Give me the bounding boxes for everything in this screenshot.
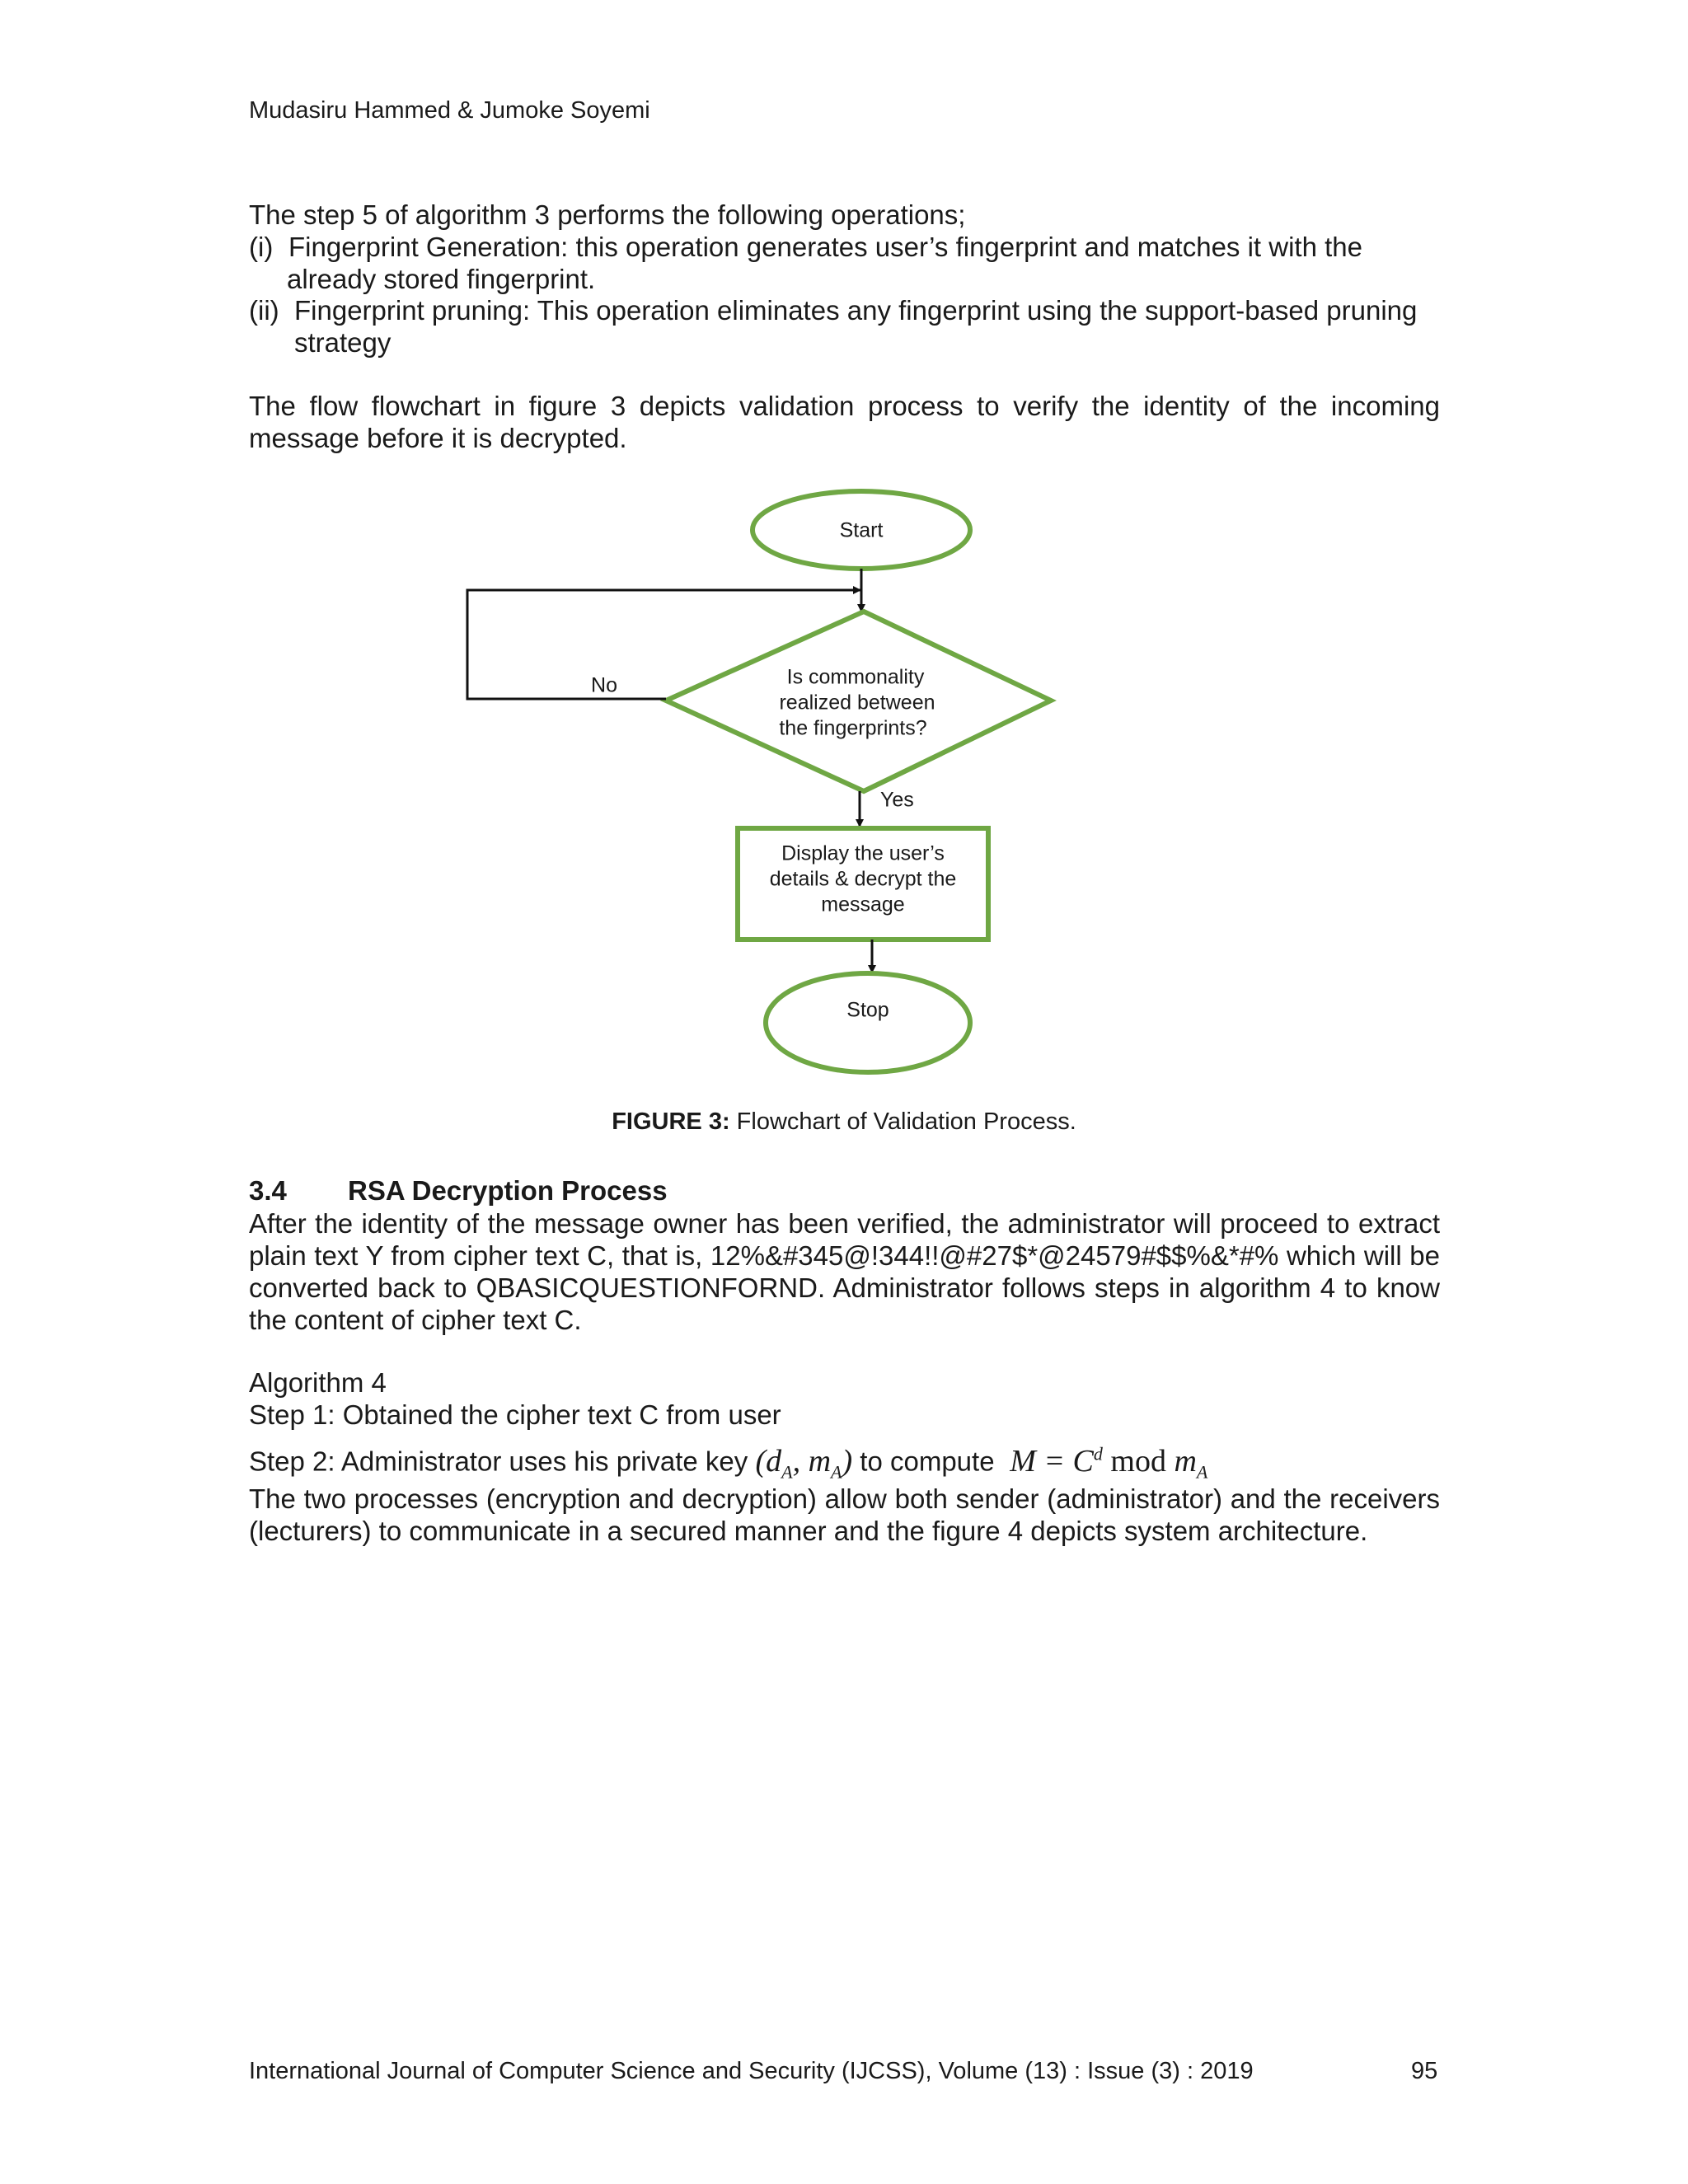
section-paragraph: After the identity of the message owner has been verified, the administrator will proceed to extract plain text Y from cipher text C, that is, 12%&#345@!344!!@#27$*@24579#$$%&*#% which will be converted back to QBASICQUESTIONFORND. Administrator follows steps in algorithm 4 to know the content of cipher text C.: [249, 1208, 1440, 1335]
list-item-text-continued: already stored fingerprint.: [287, 264, 596, 294]
start-label: Start: [839, 518, 884, 542]
algorithm-step-1: Step 1: Obtained the cipher text C from user: [249, 1399, 781, 1430]
figure-caption-label: FIGURE 3:: [612, 1108, 730, 1135]
section-number: 3.4: [249, 1175, 287, 1206]
stop-terminator: [766, 973, 970, 1072]
decision-line-2: realized between: [779, 691, 935, 715]
step-2-prefix: Step 2: Administrator uses his private key: [249, 1446, 748, 1477]
process-line-1: Display the user’s: [781, 841, 945, 865]
process-line-2: details & decrypt the: [769, 867, 957, 891]
private-key-formula: ($d_A$, $m_A$): [755, 1443, 853, 1483]
list-item-marker: (i): [249, 232, 274, 262]
list-item-text-continued: strategy: [294, 327, 392, 358]
decryption-formula: $M = C^d$ mod $m_A$: [1001, 1443, 1208, 1483]
section-title: RSA Decryption Process: [348, 1175, 668, 1206]
algorithm-title: Algorithm 4: [249, 1367, 387, 1398]
figure-caption-text: Flowchart of Validation Process.: [729, 1108, 1076, 1135]
step-2-mid: to compute: [860, 1446, 995, 1477]
page-number: 95: [1411, 2058, 1438, 2084]
process-line-3: message: [821, 893, 905, 916]
list-item-text: Fingerprint Generation: this operation generates user’s fingerprint and matches it with the: [288, 232, 1363, 262]
decision-line-1: Is commonality: [786, 665, 925, 689]
figure-caption: [0, 1108, 1688, 1136]
stop-label: Stop: [846, 998, 889, 1022]
closing-paragraph: The two processes (encryption and decryption) allow both sender (administrator) and the receivers (lecturers) to communicate in a secured manner and the figure 4 depicts system architecture.: [249, 1483, 1440, 1546]
yes-label: Yes: [880, 788, 914, 812]
decision-line-3: the fingerprints?: [779, 716, 927, 740]
list-item-marker: (ii): [249, 295, 279, 326]
running-header: Mudasiru Hammed & Jumoke Soyemi: [249, 97, 650, 124]
list-item-text: Fingerprint pruning: This operation eliminates any fingerprint using the support-based pruning: [294, 295, 1418, 326]
footer-journal: International Journal of Computer Science and Security (IJCSS), Volume (13) : Issue (3) : 2019: [249, 2058, 1254, 2084]
no-label: No: [591, 673, 617, 697]
flow-paragraph: The flow flowchart in figure 3 depicts validation process to verify the identity of the incoming message before it is decrypted.: [249, 391, 1440, 453]
intro-lead: The step 5 of algorithm 3 performs the following operations;: [249, 199, 966, 230]
